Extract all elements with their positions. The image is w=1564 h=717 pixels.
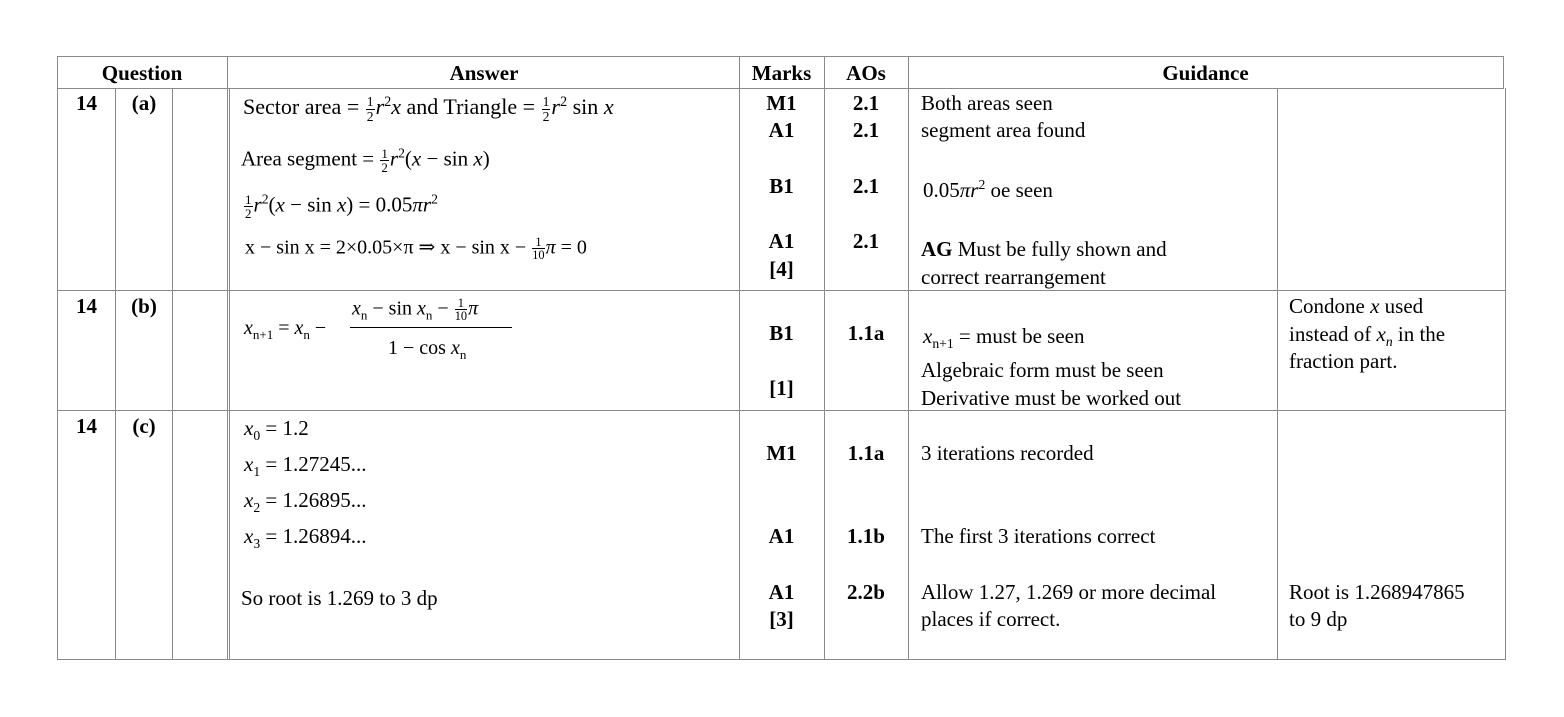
question-part: (a) bbox=[131, 91, 157, 115]
mark-total: [3] bbox=[769, 607, 794, 631]
answer-nr-denominator: $1 - \cos x_n$ bbox=[388, 337, 467, 362]
guidance-ag-rest: Must be fully shown and bbox=[957, 237, 1167, 261]
mark-code: A1 bbox=[768, 229, 795, 253]
ao-code: 2.1 bbox=[852, 229, 880, 253]
mark-code: M1 bbox=[766, 91, 797, 115]
rule-v-q1 bbox=[115, 88, 116, 660]
mark-total: [4] bbox=[769, 257, 794, 281]
rule-bottom bbox=[57, 659, 1506, 660]
answer-rearrangement-text: x − sin x = 2×0.05×π ⇒ x − sin x − bbox=[245, 236, 527, 259]
rule-v-aos-r bbox=[908, 56, 909, 660]
answer-line-sector-triangle: Sector area = $\frac{1}{2}$ $r^2x$ and Triangle = $\frac{1}{2}$ $r^2$ sin x bbox=[243, 93, 614, 124]
guidance-oe-seen: oe seen bbox=[990, 178, 1053, 202]
note-var: x bbox=[1376, 322, 1386, 346]
guidance-text: Allow 1.27, 1.269 or more decimal bbox=[921, 580, 1217, 604]
header-question: Question bbox=[101, 61, 183, 85]
rule-v-q2 bbox=[172, 88, 173, 660]
rule-header-bottom bbox=[57, 88, 1504, 89]
mark-code: B1 bbox=[769, 174, 794, 198]
guidance-must-be-seen: must be seen bbox=[976, 324, 1085, 348]
mark-code: A1 bbox=[768, 118, 795, 142]
answer-conclusion: So root is 1.269 to 3 dp bbox=[241, 586, 438, 610]
answer-iteration-x1: $x_1 = 1.27245$... bbox=[244, 452, 367, 480]
ao-code: 2.1 bbox=[852, 118, 880, 142]
note-text: instead of bbox=[1289, 322, 1372, 346]
guidance-text: Both areas seen bbox=[921, 91, 1053, 115]
guidance-text bbox=[921, 239, 1167, 260]
question-part: (b) bbox=[131, 294, 157, 318]
ao-code: 2.1 bbox=[852, 174, 880, 198]
ao-code: 2.1 bbox=[852, 91, 880, 115]
answer-iteration-x3: $x_3 = 1.26894$... bbox=[244, 524, 367, 552]
question-part: (c) bbox=[132, 414, 156, 438]
answer-triangle-label: and Triangle bbox=[406, 94, 518, 120]
guidance-note bbox=[1289, 296, 1423, 317]
header-marks: Marks bbox=[751, 61, 812, 85]
iteration-value: 1.2 bbox=[282, 416, 309, 440]
ao-code: 1.1b bbox=[847, 524, 885, 548]
iteration-value: 1.26894... bbox=[282, 524, 367, 548]
iteration-value: 1.27245... bbox=[282, 452, 367, 476]
answer-sector-label: Sector area bbox=[243, 94, 342, 120]
answer-line-rearrangement: x − sin x = 2×0.05×π ⇒ x − sin x − $\frac{1}{10}$ π = 0 bbox=[245, 235, 587, 263]
header-answer: Answer bbox=[449, 61, 519, 85]
note-var: x bbox=[1370, 294, 1380, 318]
mark-code: A1 bbox=[768, 524, 795, 548]
guidance-text: $0.05\pi r^2$ oe seen bbox=[923, 177, 1053, 202]
guidance-note: to 9 dp bbox=[1289, 607, 1348, 631]
mark-code: A1 bbox=[768, 580, 795, 604]
mark-code: M1 bbox=[766, 441, 797, 465]
question-number: 14 bbox=[76, 414, 97, 438]
rule-row-a-bottom bbox=[57, 290, 1506, 291]
ao-code: 1.1a bbox=[847, 441, 885, 465]
header-guidance: Guidance bbox=[1162, 61, 1249, 85]
rule-v-right bbox=[1505, 88, 1506, 660]
ao-code: 1.1a bbox=[847, 321, 885, 345]
answer-iteration-x0: $x_0 = 1.2$ bbox=[244, 416, 309, 444]
rule-row-b-bottom bbox=[57, 410, 1506, 411]
rule-v-guidance-mid bbox=[1277, 88, 1278, 660]
answer-nr-fraction-bar bbox=[350, 327, 512, 328]
ao-code: 2.2b bbox=[847, 580, 885, 604]
guidance-text: places if correct. bbox=[921, 607, 1061, 631]
question-number: 14 bbox=[76, 91, 97, 115]
guidance-text: correct rearrangement bbox=[921, 265, 1106, 289]
guidance-ag: AG bbox=[921, 237, 953, 261]
guidance-text: Algebraic form must be seen bbox=[921, 358, 1164, 382]
answer-nr-lhs: $x_{n+1} = x_n$ − bbox=[244, 317, 327, 342]
note-text: used bbox=[1384, 294, 1424, 318]
answer-line-equation: $\frac{1}{2}$ $r^2(x - \sin x) = 0.05\pi r^2$ bbox=[245, 191, 438, 222]
rule-v-answer bbox=[229, 88, 230, 660]
note-text: Condone bbox=[1289, 294, 1365, 318]
guidance-note: Root is 1.268947865 bbox=[1289, 580, 1465, 604]
guidance-text: Derivative must be worked out bbox=[921, 386, 1182, 410]
answer-iteration-x2: $x_2 = 1.26895$... bbox=[244, 488, 367, 516]
answer-line-area-segment: Area segment = $\frac{1}{2}$ $r^2(x - \sin x)$ bbox=[241, 145, 490, 176]
guidance-text: 3 iterations recorded bbox=[921, 441, 1094, 465]
note-subscript: n bbox=[1385, 334, 1393, 350]
answer-nr-numerator: $x_n - \sin x_n$ − $\frac{1}{10}$ π bbox=[352, 296, 479, 324]
guidance-note bbox=[1289, 322, 1446, 350]
iteration-value: 1.26895... bbox=[282, 488, 367, 512]
rule-top bbox=[57, 56, 1504, 57]
guidance-text: The first 3 iterations correct bbox=[921, 524, 1156, 548]
rule-v-left bbox=[57, 56, 58, 660]
rule-v-marks-l bbox=[739, 56, 740, 660]
guidance-text: $x_{n+1}$ = must be seen bbox=[923, 324, 1085, 352]
guidance-note: fraction part. bbox=[1289, 349, 1398, 373]
note-text: in the bbox=[1397, 322, 1446, 346]
rule-v-marks-r bbox=[824, 56, 825, 660]
rule-v-q3 bbox=[227, 56, 228, 660]
rule-v-right-hdr bbox=[1503, 56, 1504, 89]
header-aos: AOs bbox=[846, 61, 886, 85]
mark-code: B1 bbox=[769, 321, 794, 345]
answer-segment-label: Area segment bbox=[241, 146, 358, 171]
mark-total: [1] bbox=[769, 376, 794, 400]
question-number: 14 bbox=[76, 294, 97, 318]
guidance-text: segment area found bbox=[921, 118, 1086, 142]
